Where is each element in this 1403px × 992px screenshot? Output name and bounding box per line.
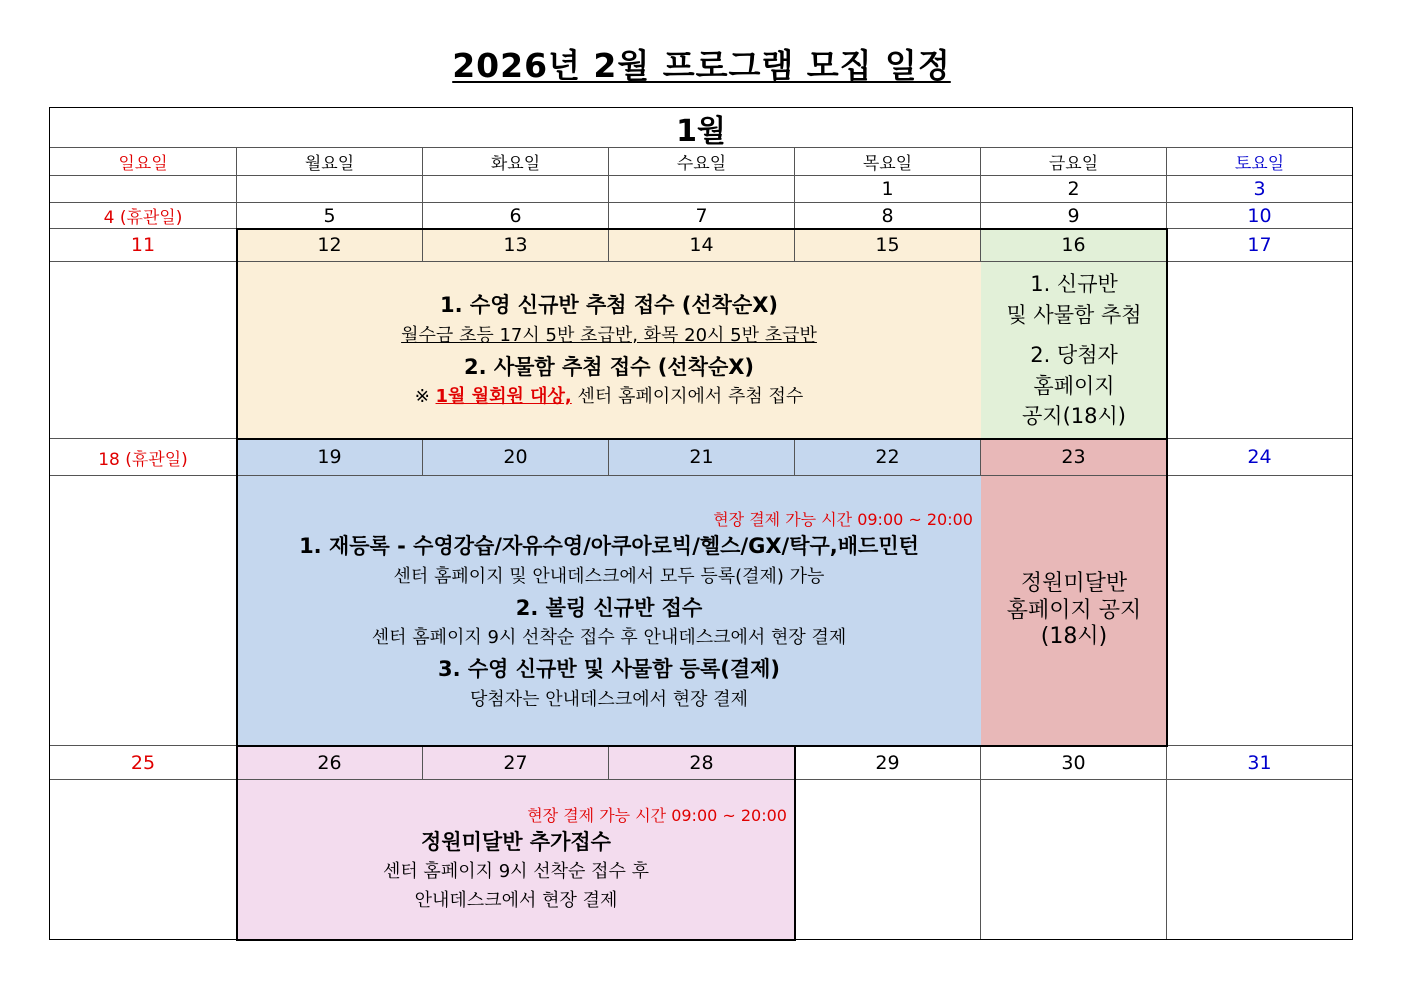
empty-cell — [50, 262, 237, 439]
date-cell: 5 — [237, 203, 423, 229]
month-header: 1월 — [50, 108, 1352, 148]
date-cell: 22 — [795, 439, 981, 476]
week5-highlight-box — [236, 745, 796, 941]
week4-side-line3: (18시) — [1040, 624, 1108, 650]
date-cell — [423, 176, 609, 203]
date-cell: 13 — [423, 229, 609, 262]
date-cell: 9 — [981, 203, 1167, 229]
week4-side-line1: 정원미달반 — [1020, 571, 1128, 597]
date-cell: 14 — [609, 229, 795, 262]
date-cell: 3 — [1167, 176, 1352, 203]
week4-line1: 1. 재등록 - 수영강습/자유수영/아쿠아로빅/헬스/GX/탁구,배드민턴 — [299, 534, 919, 559]
empty-cell — [1167, 262, 1352, 439]
empty-cell — [50, 780, 237, 939]
date-cell: 23 — [981, 439, 1167, 476]
date-cell: 19 — [237, 439, 423, 476]
date-cell: 30 — [981, 746, 1167, 780]
weekday-friday: 금요일 — [981, 148, 1167, 176]
date-cell: 28 — [609, 746, 795, 780]
week3-highlight-box — [236, 228, 1168, 440]
date-cell: 2 — [981, 176, 1167, 203]
date-cell — [609, 176, 795, 203]
date-cell: 31 — [1167, 746, 1352, 780]
date-cell — [237, 176, 423, 203]
date-cell: 21 — [609, 439, 795, 476]
date-cell: 27 — [423, 746, 609, 780]
date-cell: 1 — [795, 176, 981, 203]
page-title: 2026년 2월 프로그램 모집 일정 — [452, 46, 951, 85]
week5-payment-note: 현장 결제 가능 시간 09:00 ~ 20:00 — [527, 805, 787, 825]
date-cell: 17 — [1167, 229, 1352, 262]
date-cell: 12 — [237, 229, 423, 262]
week5-line3: 안내데스크에서 현장 결제 — [414, 890, 618, 912]
date-cell: 4 (휴관일) — [50, 203, 237, 229]
week3-line1: 1. 수영 신규반 추첨 접수 (선착순X) — [440, 293, 778, 318]
week3-side-line5: 공지(18시) — [1022, 404, 1126, 429]
week4-highlight-box — [236, 438, 1168, 747]
empty-cell — [50, 476, 237, 746]
week4-line4: 센터 홈페이지 9시 선착순 접수 후 안내데스크에서 현장 결제 — [371, 627, 847, 649]
empty-cell — [795, 780, 981, 939]
empty-cell — [1167, 476, 1352, 746]
week4-line6: 당첨자는 안내데스크에서 현장 결제 — [470, 688, 748, 710]
week3-side-line3: 2. 당첨자 — [1030, 343, 1118, 368]
week3-side-line1: 1. 신규반 — [1030, 272, 1118, 297]
date-cell: 18 (휴관일) — [50, 439, 237, 476]
date-cell: 24 — [1167, 439, 1352, 476]
week4-line5: 3. 수영 신규반 및 사물함 등록(결제) — [437, 657, 781, 682]
date-cell: 20 — [423, 439, 609, 476]
week5-line1: 정원미달반 추가접수 — [421, 829, 611, 854]
date-cell: 29 — [795, 746, 981, 780]
week4-line2: 센터 홈페이지 및 안내데스크에서 모두 등록(결제) 가능 — [393, 566, 825, 588]
date-cell — [50, 176, 237, 203]
week5-line2: 센터 홈페이지 9시 선착순 접수 후 — [382, 861, 650, 883]
date-cell: 15 — [795, 229, 981, 262]
week4-side-line2: 홈페이지 공지 — [1006, 597, 1142, 623]
note-text: 센터 홈페이지에서 추첨 접수 — [571, 386, 804, 408]
week3-line2: 월수금 초등 17시 5반 초급반, 화목 20시 5반 초급반 — [401, 324, 817, 346]
date-cell: 8 — [795, 203, 981, 229]
empty-cell — [981, 780, 1167, 939]
week3-side-line4: 홈페이지 — [1033, 373, 1115, 398]
date-cell: 11 — [50, 229, 237, 262]
date-cell: 26 — [237, 746, 423, 780]
date-cell: 7 — [609, 203, 795, 229]
date-cell: 10 — [1167, 203, 1352, 229]
week4-payment-note: 현장 결제 가능 시간 09:00 ~ 20:00 — [713, 510, 973, 530]
date-cell: 25 — [50, 746, 237, 780]
date-cell: 6 — [423, 203, 609, 229]
empty-cell — [1167, 780, 1352, 939]
calendar — [49, 107, 1353, 940]
note-mark: ※ — [414, 386, 436, 408]
week4-line3: 2. 볼링 신규반 접수 — [515, 595, 703, 620]
highlight-target: 1월 월회원 대상, — [435, 386, 572, 408]
weekday-sunday: 일요일 — [50, 148, 237, 176]
week3-line3: 2. 사물함 추첨 접수 (선착순X) — [463, 354, 755, 379]
week3-side-line2: 및 사물함 추첨 — [1006, 302, 1142, 327]
weekday-thursday: 목요일 — [795, 148, 981, 176]
weekday-tuesday: 화요일 — [423, 148, 609, 176]
date-cell: 16 — [981, 229, 1167, 262]
weekday-wednesday: 수요일 — [609, 148, 795, 176]
weekday-saturday: 토요일 — [1167, 148, 1352, 176]
weekday-monday: 월요일 — [237, 148, 423, 176]
